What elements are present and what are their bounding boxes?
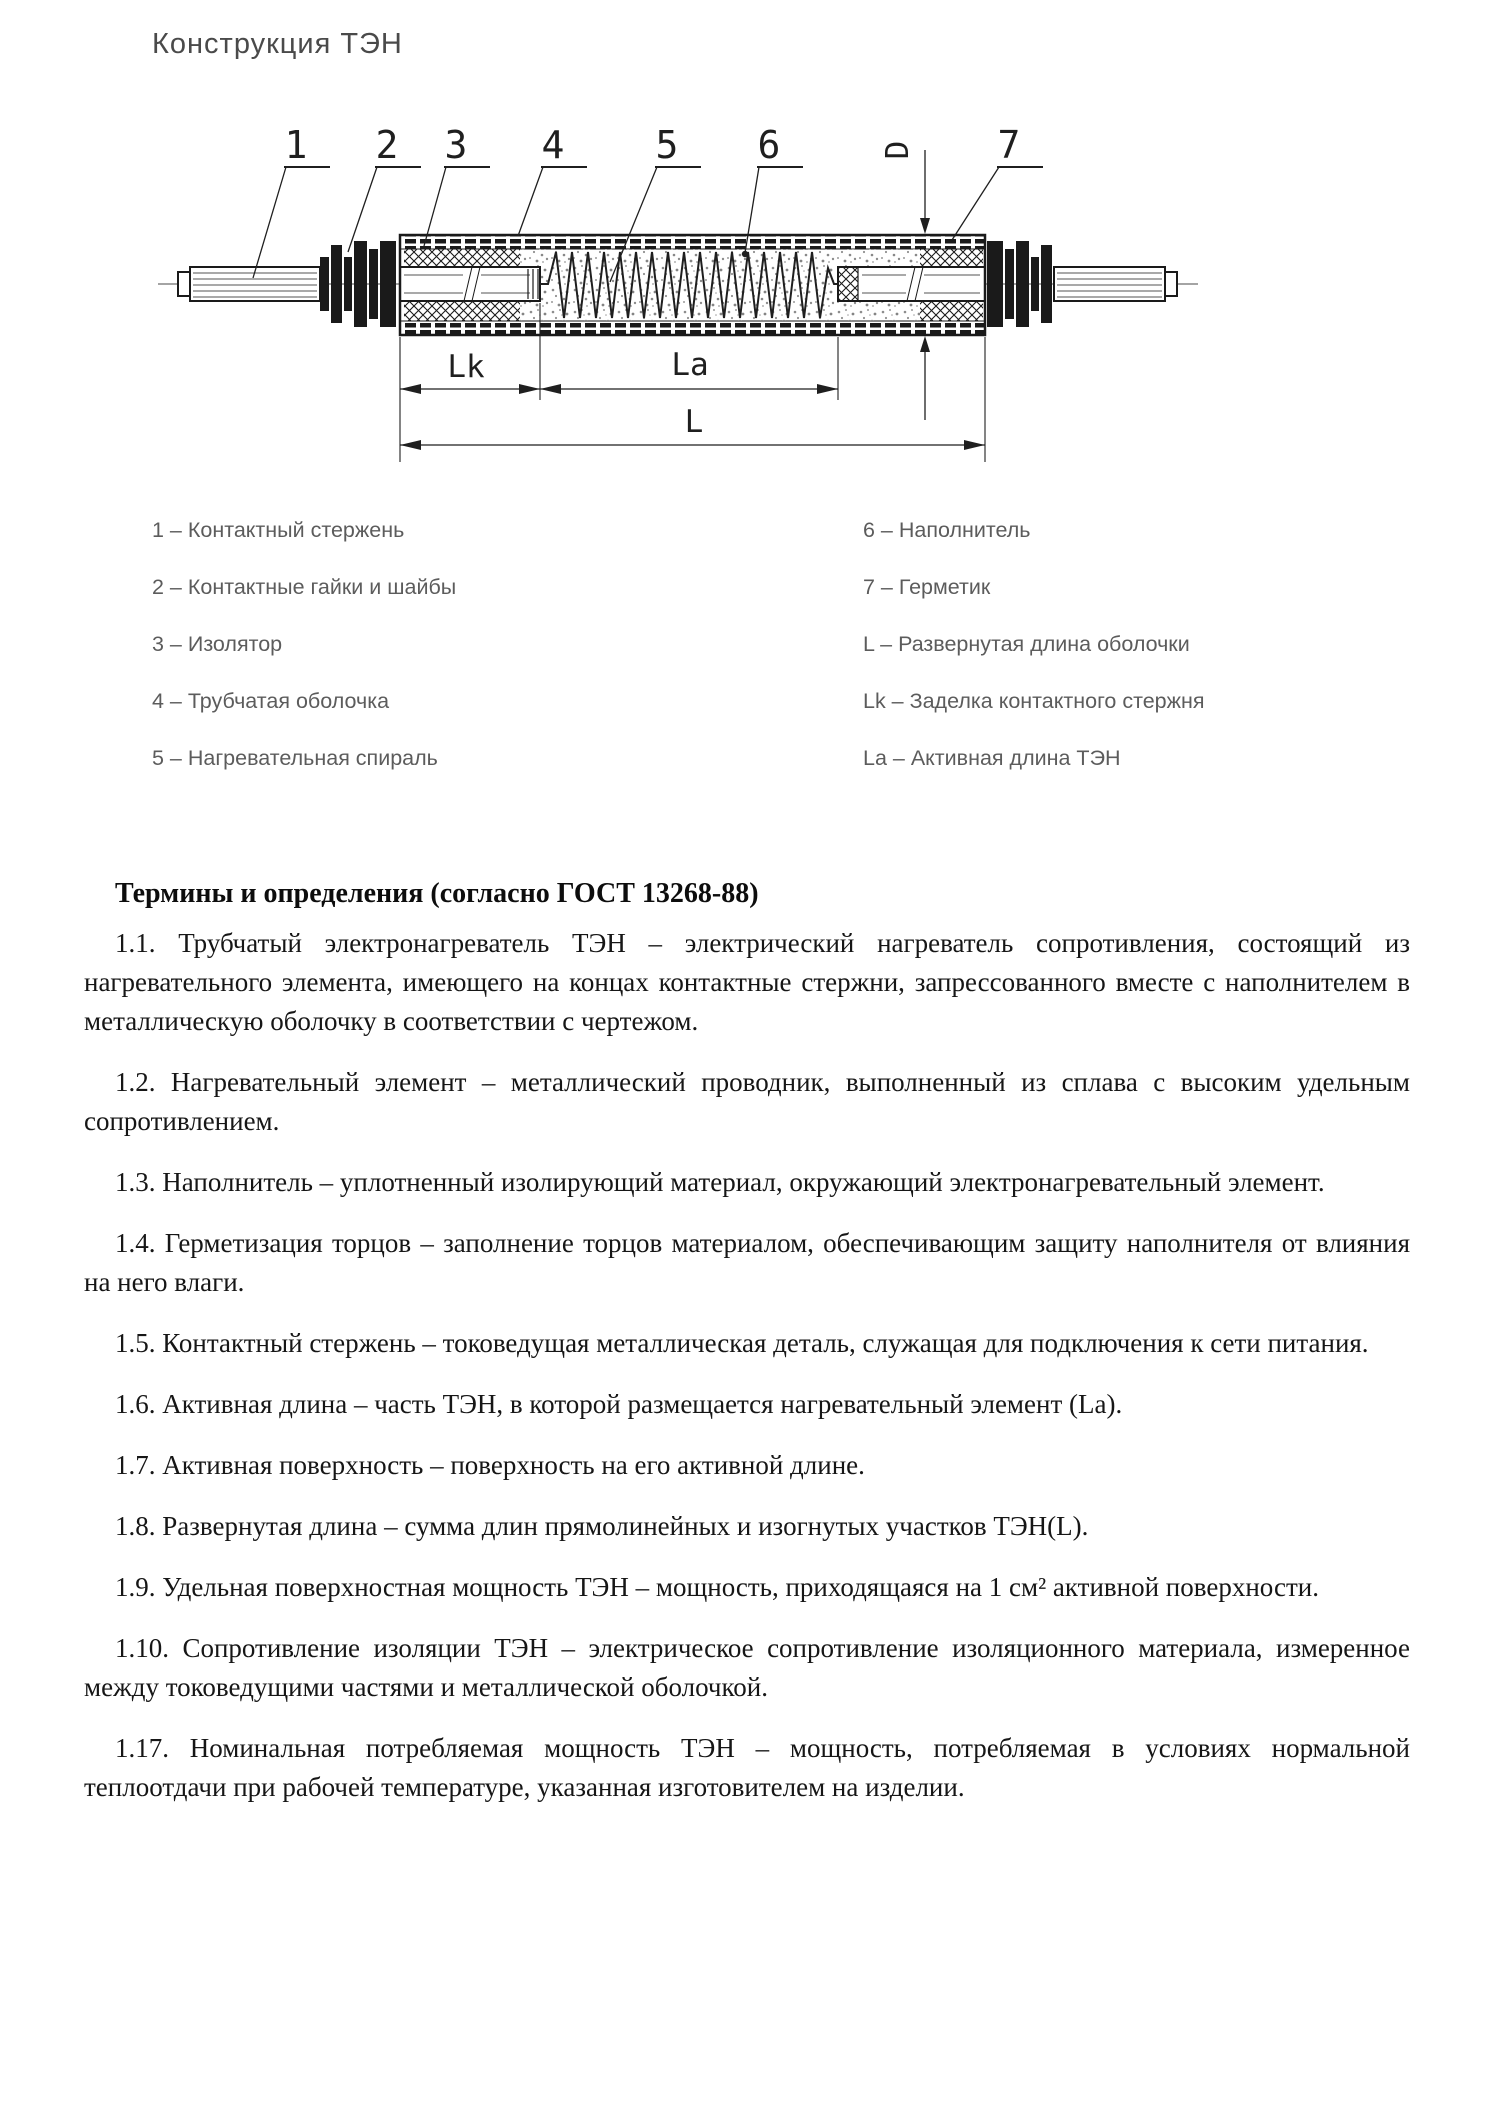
terms-section [84,878,1410,1829]
dimension-l [400,404,985,450]
callout-5: 5 [655,123,679,167]
term-paragraph-1-6: 1.6. Активная длина – часть ТЭН, в которой размещается нагревательный элемент (La). [115,1389,1123,1419]
dim-label-l: L [684,404,704,440]
callout-1: 1 [284,123,308,167]
legend-item-developed-length: L – Развернутая длина оболочки [863,632,1190,656]
ten-construction-diagram [100,85,1250,505]
nut-stack-left [320,241,396,327]
term-paragraph-1-4: 1.4. Герметизация торцов – заполнение торцов материалом, обеспечивающим защиту наполнителя от влияния на него влаги. [84,1228,1410,1297]
contact-rod-left [178,267,320,301]
term-paragraph-1-2: 1.2. Нагревательный элемент – металлический проводник, выполненный из сплава с высоким удельным сопротивлением. [84,1067,1410,1136]
dimension-lk [400,349,540,394]
legend-item-sealant: 7 – Герметик [863,575,991,599]
page-title: Конструкция ТЭН [152,28,403,60]
dim-label-lk: Lk [447,349,485,385]
term-paragraph-1-8: 1.8. Развернутая длина – сумма длин прямолинейных и изогнутых участков ТЭН(L). [115,1511,1089,1541]
dim-label-d: D [880,140,916,160]
term-paragraph-1-17: 1.17. Номинальная потребляемая мощность ТЭН – мощность, потребляемая в условиях нормальной теплоотдачи при рабочей температуре, указанная изготовителем на изделии. [84,1733,1410,1802]
term-paragraph-1-5: 1.5. Контактный стержень – токоведущая металлическая деталь, служащая для подключения к сети питания. [115,1328,1369,1358]
term-paragraph-1-1: 1.1. Трубчатый электронагреватель ТЭН – электрический нагреватель сопротивления, состоящий из нагревательного элемента, имеющего на концах контактные стержни, запрессованного вместе с наполнителем в металлическую оболочку в соответствии с чертежом. [84,928,1410,1036]
terms-heading: Термины и определения (согласно ГОСТ 13268-88) [115,878,759,909]
callout-6: 6 [757,123,781,167]
callout-7: 7 [997,123,1021,167]
term-paragraph-1-10: 1.10. Сопротивление изоляции ТЭН – электрическое сопротивление изоляционного материала, измеренное между токоведущими частями и металлической оболочкой. [84,1633,1410,1702]
dim-label-la: La [671,347,709,383]
callout-4: 4 [541,123,565,167]
callout-3: 3 [444,123,468,167]
legend-item-contact-rod: 1 – Контактный стержень [152,518,405,542]
legend-right-column [863,518,1205,803]
contact-rod-right [1054,267,1177,301]
callout-2: 2 [375,123,399,167]
inner-rod-right [838,267,985,301]
legend-item-heating-coil: 5 – Нагревательная спираль [152,746,438,770]
dimension-la [540,347,838,394]
legend-item-nuts-washers: 2 – Контактные гайки и шайбы [152,575,457,599]
term-paragraph-1-9: 1.9. Удельная поверхностная мощность ТЭН – мощность, приходящаяся на 1 см² активной поверхности. [115,1572,1319,1602]
legend-item-insulator: 3 – Изолятор [152,632,283,656]
legend-item-active-length: La – Активная длина ТЭН [863,746,1121,770]
nut-stack-right [987,241,1052,327]
inner-rod-left [400,267,540,301]
term-paragraph-1-7: 1.7. Активная поверхность – поверхность на его активной длине. [115,1450,865,1480]
legend-left-column [152,518,456,803]
legend-item-tube-shell: 4 – Трубчатая оболочка [152,689,390,713]
legend-item-embedment-length: Lk – Заделка контактного стержня [863,689,1205,713]
term-paragraph-1-3: 1.3. Наполнитель – уплотненный изолирующий материал, окружающий электронагревательный элемент. [115,1167,1325,1197]
legend-item-filler: 6 – Наполнитель [863,518,1031,542]
